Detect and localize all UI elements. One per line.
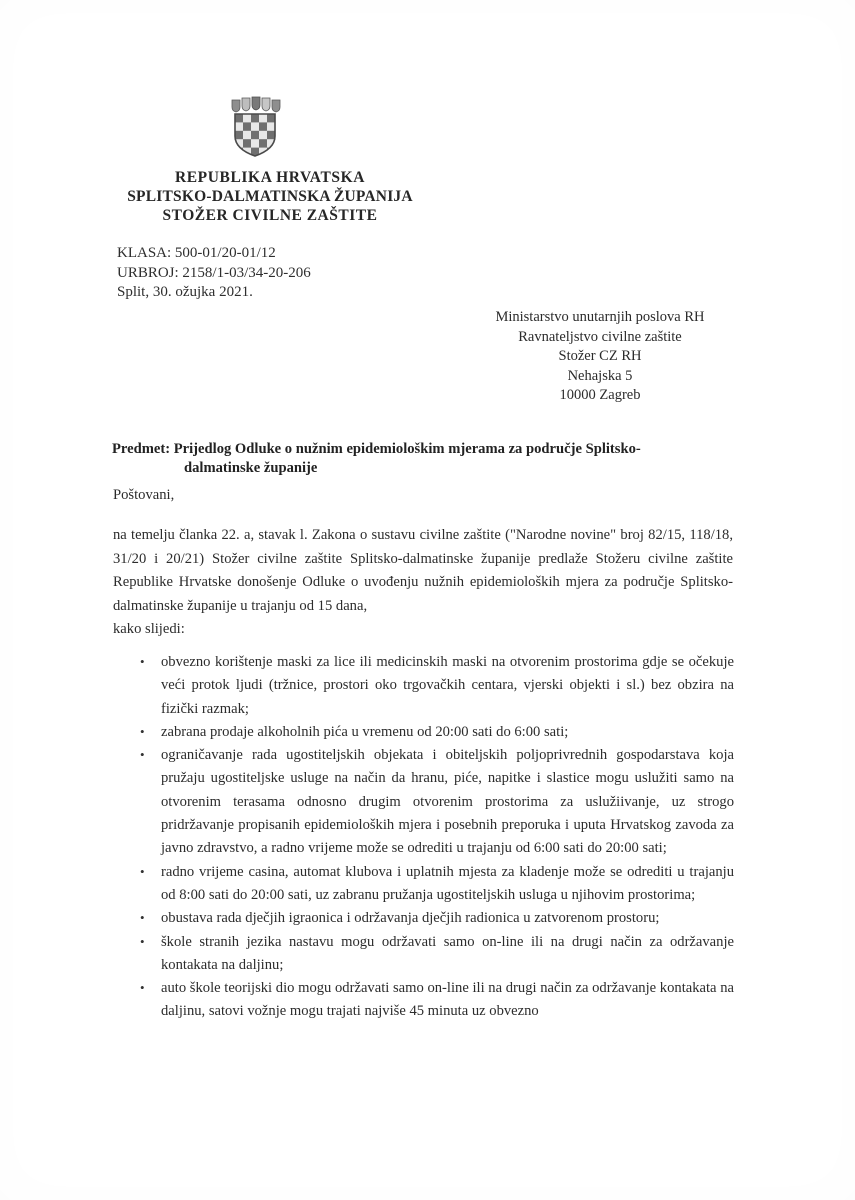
subject-label: Predmet: (112, 441, 171, 457)
addressee-city: 10000 Zagreb (559, 387, 641, 403)
organization-header (110, 168, 430, 225)
addressee-street: Nehajska 5 (567, 367, 633, 384)
salutation: Poštovani, (113, 487, 175, 503)
list-item (138, 977, 734, 1024)
list-item (138, 931, 734, 978)
measure-text: obustava rada dječjih igraonica i održavanja dječjih radionica u zatvorenom prostoru; (161, 910, 660, 927)
measure-text: ograničavanje rada ugostiteljskih objekata i obiteljskih poljoprivrednih gospodarstava koja pružaju ugostiteljske usluge na način da hranu, piće, napitke i slastice mogu uslužiti samo na otvorenim terasama odnosno drugim otvorenim prostorima za uslužiivanje, uz strogo pridržavanje propisanih epidemioloških mjera i posebnih preporuka i uputa Hrvatskog zavoda za javno zdravstvo, a radno vrijeme može se odrediti u trajanju od 6:00 sati do 20:00 sati; (161, 747, 734, 857)
header-line-county: SPLITSKO-DALMATINSKA ŽUPANIJA (127, 188, 413, 205)
measure-text: obvezno korištenje maski za lice ili medicinskih maski na otvorenim prostorima gdje se očekuje veći protok ljudi (tržnice, prostori oko trgovačkih centara, vjerski objekti i sl.) bez obzira na fizički razmak; (161, 654, 734, 717)
list-item (138, 651, 734, 721)
croatian-coat-of-arms-icon (228, 96, 282, 158)
list-item (138, 861, 734, 908)
urbroj-line: URBROJ: 2158/1-03/34-20-206 (117, 264, 311, 281)
subject-text-continued: dalmatinske županije (184, 460, 318, 476)
list-item (138, 721, 734, 744)
intro-paragraph (113, 524, 733, 642)
addressee-headquarters: Stožer CZ RH (558, 348, 642, 364)
intro-text: na temelju članka 22. a, stavak l. Zakona o sustavu civilne zaštite ("Narodne novine" broj 82/15, 118/18, 31/20 i 20/21) Stožer civilne zaštite Splitsko-dalmatinske županije predlaže Stožeru civilne zaštite Republike Hrvatske donošenje Odluke o uvođenju nužnih epidemioloških mjera za područje Splitsko-dalmatinske županije u trajanju od 15 dana, (113, 527, 733, 614)
addressee-ministry: Ministarstvo unutarnjih poslova RH (495, 309, 705, 325)
measure-text: auto škole teorijski dio mogu održavati samo on-line ili na drugi način za održavanje kontakata na daljinu, satovi vožnje mogu trajati najviše 45 minuta uz obvezno (161, 980, 734, 1020)
addressee-block (437, 308, 763, 406)
subject-text: Prijedlog Odluke o nužnim epidemiološkim mjerama za područje Splitsko- (173, 441, 641, 457)
addressee-directorate: Ravnateljstvo civilne zaštite (518, 328, 682, 345)
measure-text: radno vrijeme casina, automat klubova i uplatnih mjesta za kladenje može se odrediti u trajanju od 8:00 sati do 20:00 sati, uz zabranu pružanja ugostiteljskih usluga u njihovim prostorima; (161, 863, 734, 903)
intro-closing-line: kako slijedi: (113, 621, 185, 637)
header-line-headquarters: STOŽER CIVILNE ZAŠTITE (162, 207, 378, 224)
subject-block (112, 440, 734, 478)
list-item (138, 744, 734, 860)
place-date-line: Split, 30. ožujka 2021. (117, 284, 253, 300)
header-line-republic: REPUBLIKA HRVATSKA (174, 169, 366, 186)
measure-text: zabrana prodaje alkoholnih pića u vremenu od 20:00 sati do 6:00 sati; (161, 723, 569, 740)
measures-list (138, 651, 734, 1024)
reference-block (117, 244, 311, 303)
measure-text: škole stranih jezika nastavu mogu održavati samo on-line ili na drugi način za održavanje kontakata na daljinu; (161, 933, 734, 973)
list-item (138, 907, 734, 930)
klasa-line: KLASA: 500-01/20-01/12 (117, 245, 276, 261)
